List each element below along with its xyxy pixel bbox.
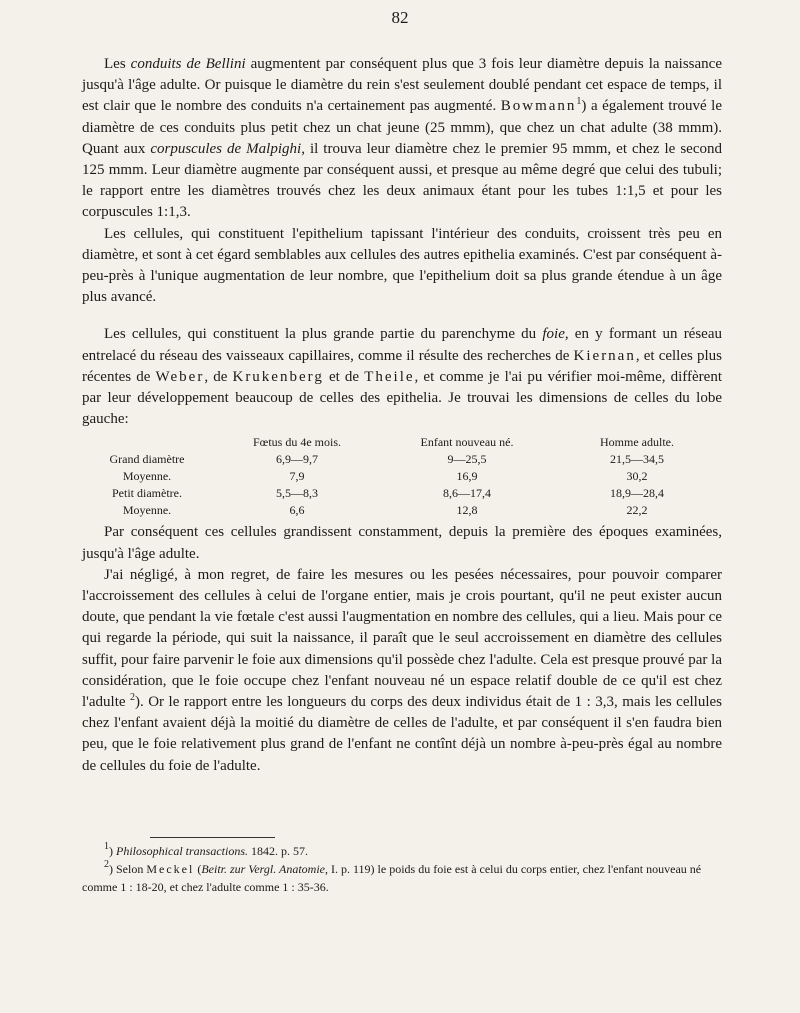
italic-text: conduits de Bellini <box>130 56 246 72</box>
paragraph <box>82 565 722 777</box>
text-run: J'ai négligé, à mon regret, de faire les mesures ou les pesées nécessaires, pour pouvoir comparer l'accroissement des cellules à celui de l'organe entier, mais je crois pourtant, qu'il ne peut exister aucun doute, que pendant la vie fœtale c'est aussi l'augmentation en nombre des cellules, qui a lieu. Mais pour ce qui regarde la période, qui suit la naissance, il paraît que le seul accroissement en diamètre des cellules suffit, pour faire parvenir le foie aux dimensions qu'il possède chez l'adulte. Cela est presque prouvé par la considération, que le foie occupe chez l'enfant nouveau né un espace relatif double de ce qu'il est chez l'adulte <box>82 566 722 711</box>
paragraph <box>82 54 722 224</box>
paragraph <box>82 224 722 309</box>
footnote-marker: 1 <box>576 96 582 108</box>
table-row <box>82 502 722 519</box>
text-run: , en y formant un réseau entrelacé du réseau des vaisseaux capillaires, comme il résulte des recherches de <box>82 326 722 364</box>
text-run: ) Selon <box>109 862 147 876</box>
italic-text: Philosophical transactions. <box>116 844 248 858</box>
table-cell: 18,9—28,4 <box>610 486 664 501</box>
spaced-name: Bowmann <box>500 98 577 115</box>
text-run: , et celles plus récentes de <box>82 347 722 385</box>
paragraphs-after-table <box>82 522 722 776</box>
table-cell: 8,6—17,4 <box>443 486 491 501</box>
text-run: , il trouva leur diamètre chez le premier 95 mmm, et chez le second 125 mmm. Leur diamètre augmente par conséquent aussi, et presque au même degré que celui des tubuli; le rapport entre les diamètres trouvés chez les deux animaux étant pour les tubes 1:1,5 et pour les corpuscules 1:1,3. <box>82 140 722 221</box>
table-header-cell: Homme adulte. <box>600 435 674 450</box>
spaced-name: Kiernan <box>573 347 636 364</box>
spaced-name: Weber <box>155 368 205 385</box>
main-text <box>82 54 722 777</box>
footnotes <box>82 842 722 896</box>
table-header-cell: Enfant nouveau né. <box>420 435 514 450</box>
table-cell: 21,5—34,5 <box>610 452 664 467</box>
italic-text: corpuscules de Malpighi <box>150 140 302 157</box>
text-run: ) <box>109 844 116 858</box>
table-row <box>82 468 722 485</box>
text-run: augmentent par conséquent plus que 3 fois leur diamètre depuis la naissance jusqu'à l'âge adulte. Or puisque le diamètre du rein s'est seulement doublé pendant cet espace de temps, il est clair que le nombre des conduits n'a certainement pas augmenté. <box>82 56 722 115</box>
table-cell: 5,5—8,3 <box>276 486 318 501</box>
table-row-label: Grand diamètre <box>109 452 185 467</box>
text-run: , de <box>204 368 233 385</box>
table-row <box>82 485 722 502</box>
table-row-label: Petit diamètre. <box>112 486 182 501</box>
table-cell: 16,9 <box>456 469 478 484</box>
table-cell: 22,2 <box>626 503 648 518</box>
table-cell: 7,9 <box>289 469 305 484</box>
text-run: , I. p. 119) le poids du foie est à celui du corps entier, chez l'enfant nouveau né comme 1 : 18-20, et chez l'adulte comme 1 : 35-36. <box>82 862 702 894</box>
text-run: Par conséquent ces cellules grandissent constamment, depuis la première des époques examinées, jusqu'à l'âge adulte. <box>82 524 722 562</box>
paragraph <box>82 324 722 430</box>
paragraph <box>82 522 722 564</box>
table-header-cell: Fœtus du 4e mois. <box>252 435 341 450</box>
text-run: ). Or le rapport entre les longueurs du corps des deux individus était de 1 : 3,3, mais les cellules chez l'enfant avaient déjà la moitié du diamètre de celles de l'adulte, et par conséquent il s'en faudra bien peu, que le foie relativement plus grand de l'enfant ne contînt déjà un nombre à-peu-près égal au nombre de cellules du foie de l'adulte. <box>82 694 722 774</box>
spaced-name: Krukenberg <box>232 368 324 385</box>
table-header-row <box>82 434 722 451</box>
table-row <box>82 451 722 468</box>
text-run: ( <box>194 862 202 876</box>
text-run: et de <box>323 368 365 385</box>
table-cell: 6,9—9,7 <box>276 452 318 467</box>
table-cell: 9—25,5 <box>447 452 487 467</box>
footnote-divider <box>150 837 275 838</box>
text-run: Les <box>104 56 131 72</box>
text-run: Les cellules, qui constituent la plus grande partie du parenchyme du <box>104 326 543 343</box>
footnote-marker: 2 <box>104 859 109 870</box>
table-row-label: Moyenne. <box>122 503 172 518</box>
spaced-name: Meckel <box>146 862 195 876</box>
paragraphs-before-table <box>82 54 722 430</box>
spaced-name: Theile <box>364 368 415 385</box>
footnote <box>82 842 722 860</box>
footnote-marker: 1 <box>104 841 109 852</box>
text-run: Les cellules, qui constituent l'epithelium tapissant l'intérieur des conduits, croissent très peu en diamètre, et sont à cet égard semblables aux cellules des autres epithelia examinés. C'est par conséquent à-peu-près à l'unique augmentation de leur nombre, que l'epithelium doit sa plus grande étendue à un âge plus avancé. <box>82 225 722 306</box>
table-cell: 6,6 <box>289 503 305 518</box>
text-run: 1842. p. 57. <box>248 844 308 858</box>
table-row-label: Moyenne. <box>122 469 172 484</box>
cell-dimensions-table <box>82 434 722 519</box>
footnote <box>82 860 722 896</box>
italic-text: foie <box>542 326 565 343</box>
page-number: 82 <box>391 8 409 27</box>
text-run: ) a également trouvé le diamètre de ces conduits plus petit chez un chat jeune (25 mmm), que chez un chat adulte (38 mmm). Quant aux <box>82 98 722 157</box>
italic-text: Beitr. zur Vergl. Anatomie <box>201 862 325 876</box>
footnote-marker: 2 <box>130 692 135 704</box>
table-header-cell <box>82 434 212 451</box>
table-cell: 12,8 <box>456 503 478 518</box>
table-cell: 30,2 <box>626 469 648 484</box>
text-run: , et comme je l'ai pu vérifier moi-même, diffèrent par leur développement beaucoup de celles des epithelia. Je trouvai les dimensions de celles du lobe gauche: <box>82 368 722 428</box>
